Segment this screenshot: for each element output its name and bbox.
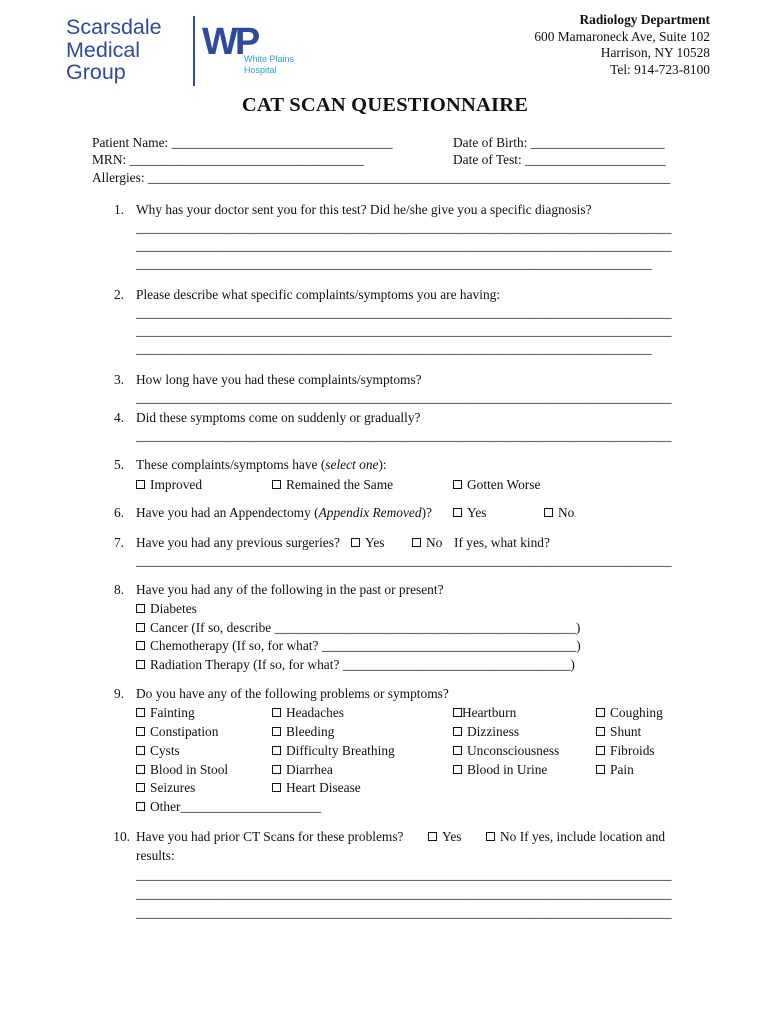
checkbox[interactable] xyxy=(136,708,145,717)
option-label: Seizures xyxy=(150,780,196,795)
question-number: 4. xyxy=(113,410,124,425)
answer-line[interactable]: ________________________________________________________________________________ xyxy=(136,428,672,443)
question-number: 9. xyxy=(113,686,124,701)
option-label: No xyxy=(558,505,575,520)
page-title: CAT SCAN QUESTIONNAIRE xyxy=(241,94,529,116)
question-6-lead: Have you had an Appendectomy ( xyxy=(136,505,319,520)
checkbox[interactable] xyxy=(136,623,145,632)
option-yes[interactable] xyxy=(428,829,461,845)
option-label: Pain xyxy=(610,762,634,777)
option-label: Dizziness xyxy=(467,724,520,739)
answer-line[interactable]: ________________________________________________________________________________ xyxy=(136,886,672,901)
option-label: Headaches xyxy=(286,705,344,720)
option-yes[interactable] xyxy=(453,505,486,521)
question-number: 10. xyxy=(113,829,130,844)
date-of-birth-field[interactable]: Date of Birth: ____________________ xyxy=(453,135,665,150)
option-label: Radiation Therapy (If so, for what? __________________________________) xyxy=(150,657,575,672)
checkbox[interactable] xyxy=(272,746,281,755)
checkbox[interactable] xyxy=(136,480,145,489)
question-number: 3. xyxy=(113,372,124,387)
answer-line[interactable]: _____________________________________________________________________________ xyxy=(136,341,652,356)
question-number: 6. xyxy=(113,505,124,520)
white-plains-hospital-label: White Plains Hospital xyxy=(244,54,295,75)
checkbox[interactable] xyxy=(596,746,605,755)
answer-line[interactable]: ________________________________________________________________________________ xyxy=(136,390,672,405)
question-number: 5. xyxy=(113,457,124,472)
checkbox[interactable] xyxy=(412,538,421,547)
answer-line[interactable]: ________________________________________________________________________________ xyxy=(136,220,672,235)
checkbox[interactable] xyxy=(453,765,462,774)
checkbox[interactable] xyxy=(136,783,145,792)
checkbox[interactable] xyxy=(428,832,437,841)
checkbox[interactable] xyxy=(544,508,553,517)
option-difficulty-breathing[interactable] xyxy=(272,743,395,759)
question-6-italic: Appendix Removed xyxy=(318,505,422,520)
question-10-text: Have you had prior CT Scans for these problems? xyxy=(136,829,404,844)
option-heart-disease[interactable] xyxy=(272,780,361,796)
checkbox[interactable] xyxy=(453,746,462,755)
option-chemotherapy[interactable] xyxy=(136,638,581,654)
question-1-text: Why has your doctor sent you for this test? Did he/she give you a specific diagnosis? xyxy=(136,202,592,217)
checkbox[interactable] xyxy=(272,708,281,717)
question-5-end: ): xyxy=(378,457,387,472)
option-label: Heart Disease xyxy=(286,780,361,795)
question-number: 8. xyxy=(113,582,124,597)
checkbox[interactable] xyxy=(453,508,462,517)
option-remained-the-same[interactable] xyxy=(272,477,393,493)
option-bleeding[interactable] xyxy=(272,724,334,740)
checkbox[interactable] xyxy=(136,765,145,774)
checkbox[interactable] xyxy=(136,727,145,736)
checkbox[interactable] xyxy=(351,538,360,547)
option-label: Diarrhea xyxy=(286,762,333,777)
checkbox[interactable] xyxy=(272,480,281,489)
option-label: Chemotherapy (If so, for what? ______________________________________) xyxy=(150,638,581,653)
white-plains-wp-mark: WP xyxy=(202,21,258,63)
checkbox[interactable] xyxy=(136,746,145,755)
option-label: Blood in Stool xyxy=(150,762,229,777)
patient-name-field[interactable]: Patient Name: _________________________________ xyxy=(92,135,393,150)
answer-line[interactable]: ________________________________________________________________________________ xyxy=(136,323,672,338)
answer-line[interactable]: ________________________________________________________________________________ xyxy=(136,905,672,920)
option-label: No xyxy=(426,535,443,550)
option-coughing[interactable] xyxy=(596,705,663,721)
checkbox[interactable] xyxy=(272,727,281,736)
question-5-lead: These complaints/symptoms have ( xyxy=(136,457,326,472)
logo-line-3: Group xyxy=(66,60,126,84)
option-label: Gotten Worse xyxy=(467,477,541,492)
option-blood-in-urine[interactable] xyxy=(453,762,547,778)
logo-line-2: Medical xyxy=(66,37,141,62)
checkbox[interactable] xyxy=(486,832,495,841)
option-label: Fibroids xyxy=(610,743,655,758)
question-5-italic: select one xyxy=(325,457,379,472)
allergies-field[interactable]: Allergies: ______________________________________________________________________________ xyxy=(92,170,671,185)
option-label: Cysts xyxy=(150,743,180,758)
question-3-text: How long have you had these complaints/symptoms? xyxy=(136,372,422,387)
option-heartburn[interactable] xyxy=(453,705,516,721)
option-label: Difficulty Breathing xyxy=(286,743,395,758)
option-constipation[interactable] xyxy=(136,724,218,740)
date-of-test-field[interactable]: Date of Test: _____________________ xyxy=(453,152,666,167)
option-label: Blood in Urine xyxy=(467,762,548,777)
option-label: Cancer (If so, describe _____________________________________________) xyxy=(150,620,581,635)
option-no[interactable] xyxy=(486,829,665,845)
checkbox[interactable] xyxy=(272,765,281,774)
question-7-followup: If yes, what kind? xyxy=(454,535,550,550)
question-5-text xyxy=(136,457,387,473)
option-label: Coughing xyxy=(610,705,663,720)
option-fibroids[interactable] xyxy=(596,743,655,759)
option-other[interactable] xyxy=(136,799,321,815)
option-fainting[interactable] xyxy=(136,705,195,721)
question-7-text: Have you had any previous surgeries? xyxy=(136,535,340,550)
option-pain[interactable] xyxy=(596,762,634,778)
option-cancer[interactable] xyxy=(136,620,580,636)
option-label: Shunt xyxy=(610,724,642,739)
checkbox[interactable] xyxy=(136,660,145,669)
question-number: 2. xyxy=(113,287,124,302)
option-no[interactable] xyxy=(412,535,442,551)
question-6-end: )? xyxy=(421,505,432,520)
option-seizures[interactable] xyxy=(136,780,195,796)
question-6-text xyxy=(136,505,432,521)
option-label: Diabetes xyxy=(150,601,197,616)
checkbox[interactable] xyxy=(136,641,145,650)
option-label: Yes xyxy=(365,535,385,550)
option-label: Other_____________________ xyxy=(150,799,322,814)
department-name: Radiology Department xyxy=(579,12,710,27)
option-gotten-worse[interactable] xyxy=(453,477,540,493)
phone-number: Tel: 914-723-8100 xyxy=(610,61,710,77)
option-radiation-therapy[interactable] xyxy=(136,657,575,673)
logo-divider xyxy=(193,16,195,86)
checkbox[interactable] xyxy=(596,765,605,774)
option-yes[interactable] xyxy=(351,535,384,551)
option-unconsciousness[interactable] xyxy=(453,743,559,759)
question-2-text: Please describe what specific complaints/symptoms you are having: xyxy=(136,287,501,302)
answer-line[interactable]: _____________________________________________________________________________ xyxy=(136,256,652,271)
checkbox[interactable] xyxy=(136,802,145,811)
option-headaches[interactable] xyxy=(272,705,344,721)
question-10-continuation: results: xyxy=(136,848,175,863)
option-diarrhea[interactable] xyxy=(272,762,333,778)
logo-line-1: Scarsdale xyxy=(66,15,162,39)
scarsdale-medical-group-wordmark xyxy=(66,16,162,84)
checkbox[interactable] xyxy=(453,708,462,717)
question-4-text: Did these symptoms come on suddenly or gradually? xyxy=(136,410,421,425)
answer-line[interactable]: ________________________________________________________________________________ xyxy=(136,867,672,882)
city-state-zip: Harrison, NY 10528 xyxy=(600,45,710,61)
option-improved[interactable] xyxy=(136,477,202,493)
option-label: No If yes, include location and xyxy=(500,829,666,844)
option-label: Remained the Same xyxy=(286,477,394,492)
checkbox[interactable] xyxy=(272,783,281,792)
answer-line[interactable]: ________________________________________________________________________________ xyxy=(136,238,672,253)
checkbox[interactable] xyxy=(596,727,605,736)
department-address xyxy=(534,12,710,78)
option-label: Constipation xyxy=(150,724,219,739)
question-number: 7. xyxy=(113,535,124,550)
option-label: Bleeding xyxy=(286,724,335,739)
option-dizziness[interactable] xyxy=(453,724,519,740)
option-label: Improved xyxy=(150,477,203,492)
option-blood-in-stool[interactable] xyxy=(136,762,228,778)
option-label: Heartburn xyxy=(462,705,517,720)
checkbox[interactable] xyxy=(453,727,462,736)
option-label: Unconsciousness xyxy=(467,743,560,758)
street-address: 600 Mamaroneck Ave, Suite 102 xyxy=(534,28,710,44)
answer-line[interactable]: ________________________________________________________________________________ xyxy=(136,553,672,568)
question-8-text: Have you had any of the following in the past or present? xyxy=(136,582,444,597)
mrn-field[interactable]: MRN: ___________________________________ xyxy=(92,152,364,167)
answer-line[interactable]: ________________________________________________________________________________ xyxy=(136,305,672,320)
checkbox[interactable] xyxy=(596,708,605,717)
option-label: Yes xyxy=(442,829,462,844)
option-cysts[interactable] xyxy=(136,743,180,759)
option-no[interactable] xyxy=(544,505,574,521)
checkbox[interactable] xyxy=(136,604,145,613)
option-label: Yes xyxy=(467,505,487,520)
question-9-text: Do you have any of the following problems or symptoms? xyxy=(136,686,449,701)
checkbox[interactable] xyxy=(453,480,462,489)
option-label: Fainting xyxy=(150,705,195,720)
scarsdale-medical-logo xyxy=(66,16,306,88)
option-diabetes[interactable] xyxy=(136,601,197,617)
question-number: 1. xyxy=(113,202,124,217)
option-shunt[interactable] xyxy=(596,724,641,740)
